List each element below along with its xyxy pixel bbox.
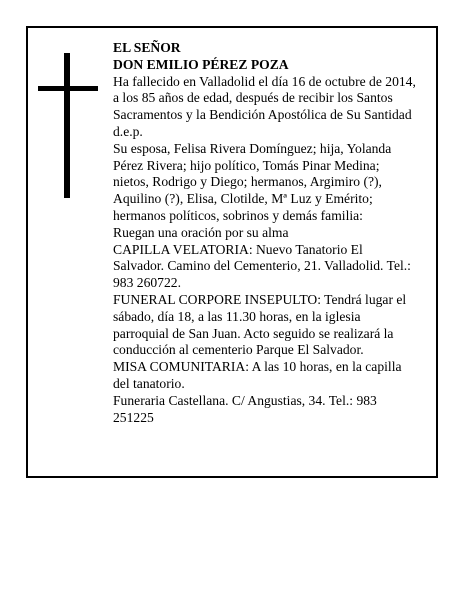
- body-line: Sacramentos y la Bendición Apostólica de Su Santidad: [113, 107, 412, 123]
- body-line: sábado, día 18, a las 11.30 horas, en la iglesia: [113, 308, 361, 324]
- body-line: Funeraria Castellana. C/ Angustias, 34. Tel.: 983: [113, 392, 377, 408]
- cross-icon: [38, 53, 98, 198]
- body-line: Ruegan una oración por su alma: [113, 224, 289, 240]
- body-line: a los 85 años de edad, después de recibir los Santos: [113, 90, 393, 106]
- body-line: del tanatorio.: [113, 375, 185, 391]
- body-line: parroquial de San Juan. Acto seguido se realizará la: [113, 325, 394, 341]
- body-line: Ha fallecido en Valladolid el día 16 de octubre de 2014,: [113, 73, 416, 89]
- body-line: Aquilino (?), Elisa, Clotilde, Mª Luz y Emérito;: [113, 191, 373, 207]
- body-line: Salvador. Camino del Cementerio, 21. Valladolid. Tel.:: [113, 258, 411, 274]
- body-line: CAPILLA VELATORIA: Nuevo Tanatorio El: [113, 241, 363, 257]
- obituary-text: [113, 40, 425, 426]
- body-line: nietos, Rodrigo y Diego; hermanos, Argimiro (?),: [113, 174, 382, 190]
- deceased-title: EL SEÑOR: [113, 40, 181, 55]
- body-line: hermanos políticos, sobrinos y demás familia:: [113, 207, 363, 223]
- cross-vertical-bar: [64, 53, 70, 198]
- cross-horizontal-bar: [38, 86, 98, 91]
- body-line: FUNERAL CORPORE INSEPULTO: Tendrá lugar el: [113, 291, 407, 307]
- body-line: 251225: [113, 409, 154, 425]
- body-line: MISA COMUNITARIA: A las 10 horas, en la capilla: [113, 359, 402, 375]
- body-line: 983 260722.: [113, 275, 181, 291]
- deceased-name: DON EMILIO PÉREZ POZA: [113, 56, 289, 72]
- body-line: d.e.p.: [113, 123, 143, 139]
- body-line: Su esposa, Felisa Rivera Domínguez; hija, Yolanda: [113, 140, 392, 156]
- body-line: Pérez Rivera; hijo político, Tomás Pinar Medina;: [113, 157, 380, 173]
- body-line: conducción al cementerio Parque El Salvador.: [113, 342, 364, 358]
